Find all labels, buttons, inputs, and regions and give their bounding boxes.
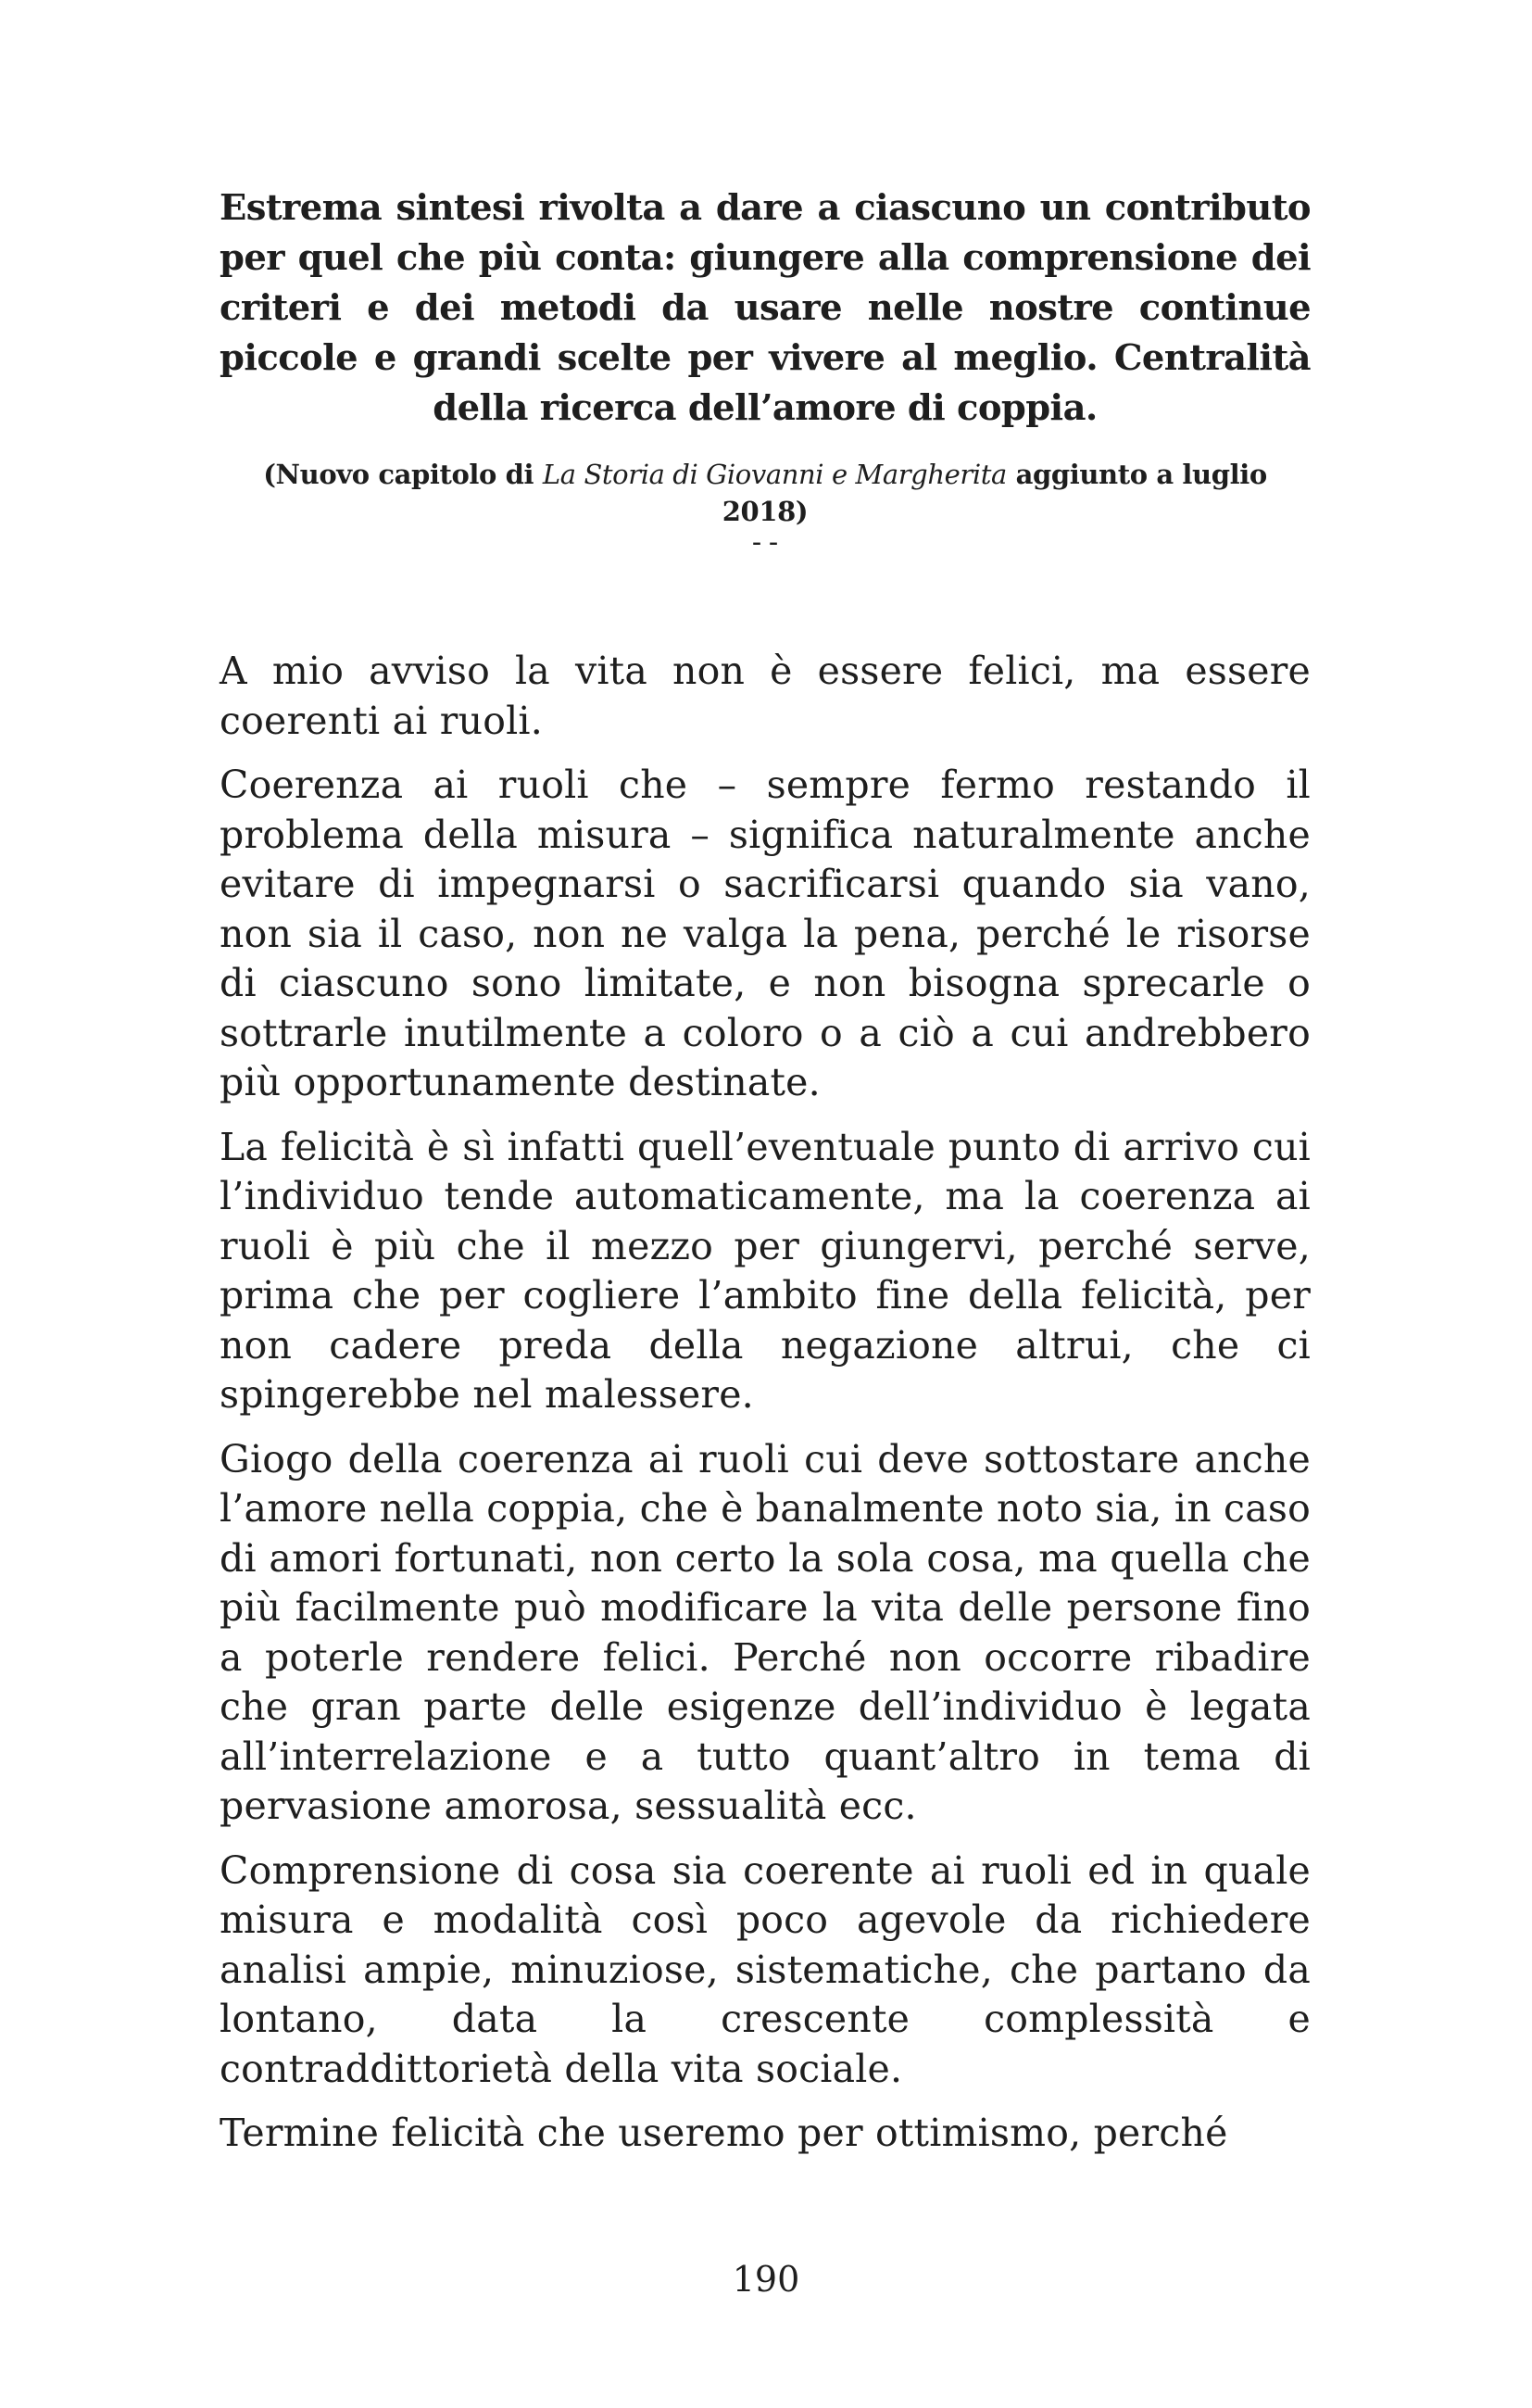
source-note-suffix: aggiunto a luglio 2018)	[722, 459, 1267, 527]
paragraph: A mio avviso la vita non è essere felici, ma essere coerenti ai ruoli.	[220, 649, 1311, 743]
source-note-prefix: (Nuovo capitolo di	[263, 459, 543, 490]
body-text	[220, 647, 1311, 2174]
paragraph: Coerenza ai ruoli che – sempre fermo restando il problema della misura – significa naturalmente anche evitare di impegnarsi o sacrificarsi quando sia vano, non sia il caso, non ne valga la pena, perché le risorse di ciascuno sono limitate, e non bisogna sprecarle o sottrarle inutilmente a coloro o a ciò a cui andrebbero più opportunamente destinate.	[220, 763, 1311, 1104]
page-number: 190	[732, 2259, 800, 2300]
source-note	[220, 456, 1311, 530]
paragraph: La felicità è sì infatti quell’eventuale punto di arrivo cui l’individuo tende automaticamente, ma la coerenza ai ruoli è più che il mezzo per giungervi, perché serve, prima che per cogliere l’ambito fine della felicità, per non cadere preda della negazione altrui, che ci spingerebbe nel malessere.	[220, 1124, 1311, 1417]
paragraph: Termine felicità che useremo per ottimismo, perché	[220, 2111, 1228, 2155]
section-divider: --	[747, 526, 783, 559]
paragraph: Giogo della coerenza ai ruoli cui deve sottostare anche l’amore nella coppia, che è banalmente noto sia, in caso di amori fortunati, non certo la sola cosa, ma quella che più facilmente può modificare la vita delle persone fino a poterle rendere felici. Perché non occorre ribadire che gran parte delle esigenze dell’individuo è legata all’interrelazione e a tutto quant’altro in tema di pervasione amorosa, sessualità ecc.	[220, 1436, 1311, 1828]
chapter-intro: Estrema sintesi rivolta a dare a ciascuno un contributo per quel che più conta: giungere alla comprensione dei criteri e dei metodi da usare nelle nostre continue piccole e grandi scelte per vivere al meglio. Centralità della ricerca dell’amore di coppia.	[220, 187, 1311, 429]
book-title: La Storia di Giovanni e Margherita	[542, 459, 1007, 490]
paragraph: Comprensione di cosa sia coerente ai ruoli ed in quale misura e modalità così poco agevole da richiedere analisi ampie, minuziose, sistematiche, che partano da lontano, data la crescente complessità e contraddittorietà della vita sociale.	[220, 1847, 1311, 2091]
